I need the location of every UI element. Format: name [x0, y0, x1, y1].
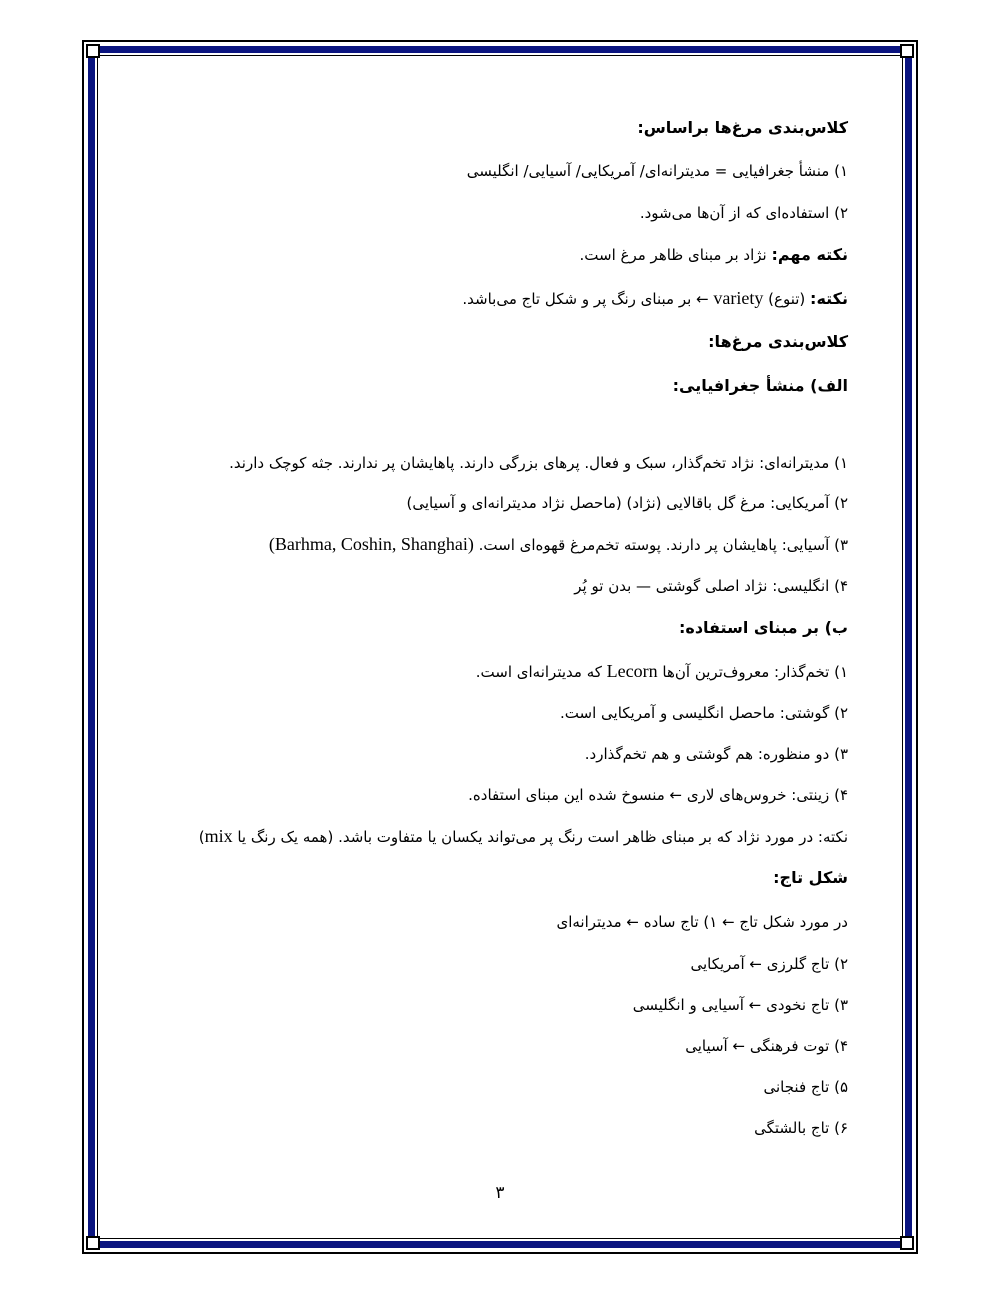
page-number: ۳: [495, 1183, 505, 1203]
heading-geographic: الف) منشأ جغرافیایی:: [672, 376, 848, 395]
geo-item-1: ۱) مدیترانه‌ای: نژاد تخم‌گذار، سبک و فعال. پرهای بزرگی دارند. پاهایشان پر ندارند. جثه کوچک دارند.: [229, 454, 848, 472]
mix-note-text: نکته: در مورد نژاد که بر مبنای ظاهر است رنگ پر می‌تواند یکسان یا متفاوت باشد. (همه یک رنگ یا: [232, 828, 848, 846]
geo-item-3: [269, 532, 848, 557]
variety-term: variety: [713, 288, 764, 308]
mix-term: mix: [204, 826, 233, 846]
crown-item-4: ۴) توت فرهنگی ← آسیایی: [685, 1037, 848, 1055]
mix-note-close: ): [198, 828, 205, 846]
geo-item-2: ۲) آمریکایی: مرغ گل باقالایی (نژاد) (ماحصل نژاد مدیترانه‌ای و آسیایی): [406, 494, 848, 512]
crown-item-1: در مورد شکل تاج ← ۱) تاج ساده ← مدیترانه‌ای: [556, 913, 848, 931]
heading-classification: کلاس‌بندی مرغ‌ها براساس:: [637, 118, 848, 137]
crown-item-6: ۶) تاج بالشتگی: [754, 1119, 848, 1137]
important-note-label: نکته مهم:: [771, 245, 848, 264]
crown-item-5: ۵) تاج فنجانی: [763, 1078, 848, 1096]
use-item-4: ۴) زینتی: خروس‌های لاری ← منسوخ شده این مبنای استفاده.: [468, 786, 848, 804]
basis-item-1: ۱) منشأ جغرافیایی = مدیترانه‌ای/ آمریکایی/ آسیایی/ انگلیسی: [466, 162, 848, 180]
important-note: [580, 243, 848, 267]
page-border-inner: [97, 55, 903, 1239]
border-corner-ornament: [86, 1236, 100, 1250]
heading-classes: کلاس‌بندی مرغ‌ها:: [708, 332, 848, 351]
variety-note-label: نکته:: [810, 289, 848, 308]
use-item-1-prefix: ۱) تخم‌گذار: معروف‌ترین آن‌ها: [657, 663, 848, 681]
geo-item-3-text: ۳) آسیایی: پاهایشان پر دارند. پوسته تخم‌مرغ قهوه‌ای است.: [473, 536, 848, 554]
geo-item-3-breeds: (Barhma, Coshin, Shanghai): [268, 534, 474, 554]
border-corner-ornament: [86, 44, 100, 58]
border-corner-ornament: [900, 1236, 914, 1250]
heading-crown: شکل تاج:: [773, 868, 848, 887]
geo-item-4: ۴) انگلیسی: نژاد اصلی گوشتی — بدن تو پُر: [574, 577, 848, 595]
variety-note: [462, 286, 848, 311]
variety-note-suffix: ← بر مبنای رنگ پر و شکل تاج می‌باشد.: [462, 290, 714, 308]
use-item-2: ۲) گوشتی: ماحصل انگلیسی و آمریکایی است.: [560, 704, 848, 722]
crown-item-2: ۲) تاج گلرزی ← آمریکایی: [690, 955, 848, 973]
use-item-1-breed: Lecorn: [606, 661, 658, 681]
mix-note: [199, 824, 848, 849]
use-item-1-suffix: که مدیترانه‌ای است.: [475, 663, 607, 681]
use-item-3: ۳) دو منظوره: هم گوشتی و هم تخم‌گذارد.: [584, 745, 848, 763]
important-note-text: نژاد بر مبنای ظاهر مرغ است.: [579, 246, 772, 264]
crown-item-3: ۳) تاج نخودی ← آسیایی و انگلیسی: [632, 996, 848, 1014]
basis-item-2: ۲) استفاده‌ای که از آن‌ها می‌شود.: [639, 204, 848, 222]
border-corner-ornament: [900, 44, 914, 58]
variety-note-prefix: (تنوع): [763, 290, 811, 308]
heading-use: ب) بر مبنای استفاده:: [678, 618, 848, 637]
use-item-1: [476, 659, 848, 684]
